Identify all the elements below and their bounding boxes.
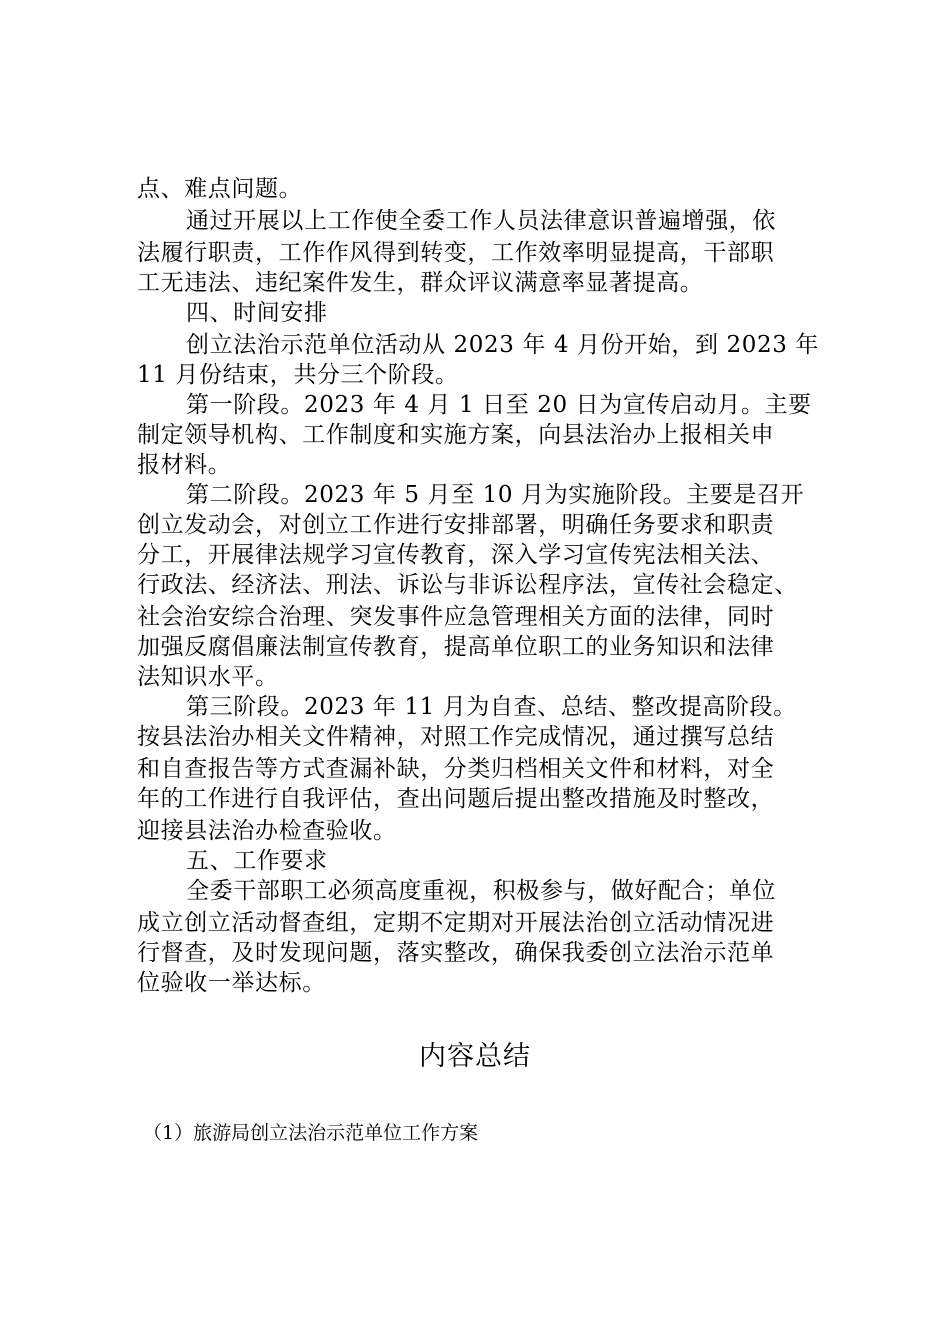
body-line: 行政法、经济法、刑法、诉讼与非诉讼程序法，宣传社会稳定、 (137, 572, 798, 598)
section-heading: 五、工作要求 (186, 848, 328, 874)
body-line: 按县法治办相关文件精神，对照工作完成情况，通过撰写总结 (137, 724, 775, 750)
body-line: 第一阶段。2023 年 4 月 1 日至 20 日为宣传启动月。主要 (186, 392, 812, 418)
body-line: 全委干部职工必须高度重视，积极参与，做好配合；单位 (186, 878, 776, 904)
section-heading: 四、时间安排 (186, 300, 328, 326)
body-line: 第二阶段。2023 年 5 月至 10 月为实施阶段。主要是召开 (186, 482, 805, 508)
body-line: 通过开展以上工作使全委工作人员法律意识普遍增强，依 (186, 208, 776, 234)
body-line: 报材料。 (137, 452, 232, 478)
body-line: 加强反腐倡廉法制宣传教育，提高单位职工的业务知识和法律 (137, 634, 775, 660)
summary-title: 内容总结 (419, 1041, 531, 1072)
body-line: 创立发动会，对创立工作进行安排部署，明确任务要求和职责 (137, 512, 775, 538)
body-line: 点、难点问题。 (137, 176, 303, 202)
body-line: 法履行职责，工作作风得到转变，工作效率明显提高，干部职 (137, 240, 775, 266)
body-line: 位验收一举达标。 (137, 970, 326, 996)
body-line: 分工，开展律法规学习宣传教育，深入学习宣传宪法相关法、 (137, 542, 775, 568)
body-line: 法知识水平。 (137, 664, 279, 690)
body-line: 11 月份结束，共分三个阶段。 (137, 362, 459, 388)
body-line: 制定领导机构、工作制度和实施方案，向县法治办上报相关申 (137, 422, 775, 448)
body-line: 迎接县法治办检查验收。 (137, 818, 397, 844)
body-line: 社会治安综合治理、突发事件应急管理相关方面的法律，同时 (137, 604, 775, 630)
body-line: 年的工作进行自我评估，查出问题后提出整改措施及时整改， (137, 786, 775, 812)
body-line: 和自查报告等方式查漏补缺，分类归档相关文件和材料，对全 (137, 756, 775, 782)
body-line: 工无违法、违纪案件发生，群众评议满意率显著提高。 (137, 270, 704, 296)
body-line: 成立创立活动督查组，定期不定期对开展法治创立活动情况进 (137, 910, 775, 936)
summary-item: （1）旅游局创立法治示范单位工作方案 (143, 1122, 479, 1144)
body-line: 创立法治示范单位活动从 2023 年 4 月份开始，到 2023 年 (186, 332, 819, 358)
body-line: 行督查，及时发现问题，落实整改，确保我委创立法治示范单 (137, 940, 775, 966)
body-line: 第三阶段。2023 年 11 月为自查、总结、整改提高阶段。 (186, 694, 797, 720)
